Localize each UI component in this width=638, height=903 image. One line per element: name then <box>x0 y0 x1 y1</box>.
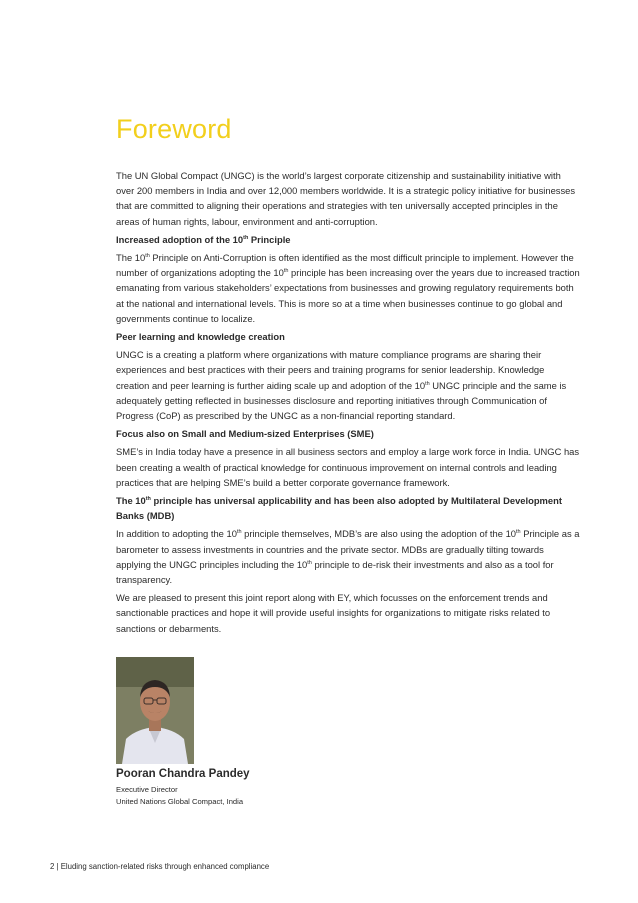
section-heading-adoption: Increased adoption of the 10th Principle <box>116 233 291 245</box>
section-heading-sme: Focus also on Small and Medium-sized Enterprises (SME) <box>116 428 374 440</box>
signatory-organization: United Nations Global Compact, India <box>116 796 244 806</box>
closing-paragraph: We are pleased to present this joint report along with EY, which focusses on the enforcement trends and sanctionable practices and hope it will provide useful insights for organizations to mitigate risks related to sanctions or debarments. <box>116 592 551 634</box>
page-footer: 2 | Eluding sanction-related risks through enhanced compliance <box>50 862 270 871</box>
portrait-illustration <box>116 657 194 764</box>
signatory-details <box>116 784 243 807</box>
page-title: Foreword <box>116 114 232 144</box>
sme-paragraph: SME’s in India today have a presence in all business sectors and employ a large work force in India. UNGC has been creating a wealth of practical knowledge for continuous improvement on internal controls and leading practices that are helping SME’s build a better corporate governance framework. <box>116 446 580 488</box>
intro-paragraph: The UN Global Compact (UNGC) is the world’s largest corporate citizenship and sustainability initiative with over 200 members in India and over 12,000 members worldwide. It is a strategic policy initiative for businesses that are committed to aligning their operations and strategies with ten universally accepted principles in the areas of human rights, labour, environment and anti-corruption. <box>116 170 576 227</box>
peer-learning-paragraph: UNGC is a creating a platform where organizations with mature compliance programs are sharing their experiences and best practices with their peers and training programs for senior leadership. Knowledge creation and peer learning is further aiding scale up and adoption of the 10th UNGC principle and the same is adequately getting reflected in businesses disclosure and reporting initiatives through Communication of Progress (CoP) as prescribed by the UNGC as a non-financial reporting standard. <box>116 349 567 422</box>
body-content <box>116 168 580 639</box>
signatory-name: Pooran Chandra Pandey <box>116 768 250 780</box>
portrait-photo <box>116 657 194 764</box>
mdb-paragraph: In addition to adopting the 10th principle themselves, MDB’s are also using the adoption of the 10th Principle as a barometer to assess investments in countries and the private sector. MDBs are gradually tilting towards applying the UNGC principles including the 10th principle to de-risk their investments and also as a tool for transparency. <box>116 528 580 586</box>
signatory-role: Executive Director <box>116 785 178 794</box>
section-heading-peer-learning: Peer learning and knowledge creation <box>116 331 285 343</box>
adoption-paragraph: The 10th Principle on Anti-Corruption is often identified as the most difficult principle to implement. However the number of organizations adopting the 10th principle has been increasing over the years due to increased traction emanating from various stakeholders’ expectations from businesses and growing regulatory requirements both at the national and international levels. This is more so at a time when businesses continue to go global and governments continue to localize. <box>116 252 580 324</box>
section-heading-mdb: The 10th principle has universal applicability and has been also adopted by Multilateral Development Banks (MDB) <box>116 495 562 522</box>
